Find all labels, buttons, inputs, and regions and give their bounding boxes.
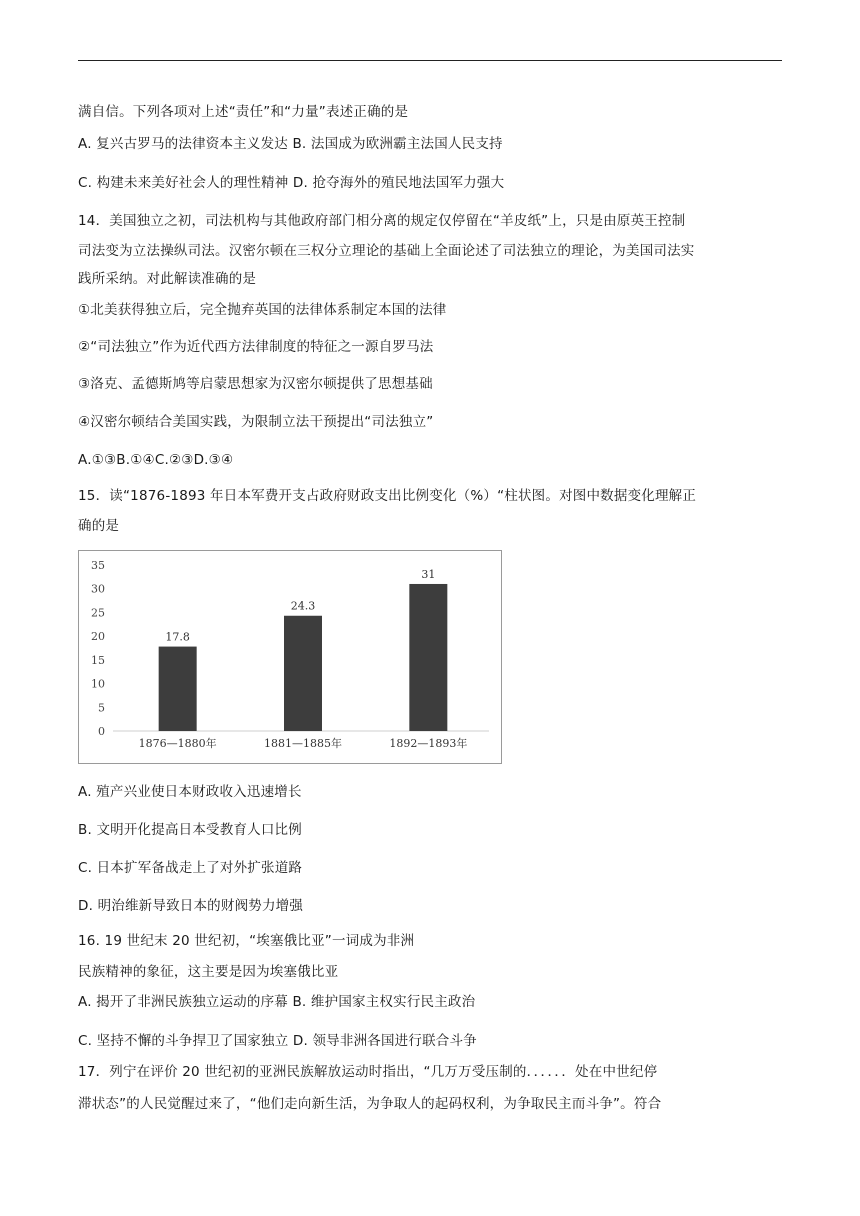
q15-stem-line2: 确的是 (78, 518, 120, 534)
header-rule (78, 60, 782, 61)
q14-statement-1: ①北美获得独立后，完全抛弃英国的法律体系制定本国的法律 (78, 302, 447, 318)
x-category-label: 1876—1880年 (138, 737, 217, 750)
q14-statement-4: ④汉密尔顿结合美国实践，为限制立法干预提出“司法独立” (78, 414, 434, 430)
q16-stem-line1: 16. 19 世纪末 20 世纪初，“埃塞俄比亚”一词成为非洲 (78, 933, 415, 949)
q14-stem-line1: 14．美国独立之初，司法机构与其他政府部门相分离的规定仅停留在“羊皮纸”上，只是由原英王控制 (78, 213, 686, 229)
q16-options-ab: A. 揭开了非洲民族独立运动的序幕 B. 维护国家主权实行民主政治 (78, 994, 476, 1010)
chart-svg (79, 551, 501, 763)
q13-stem-end: 满自信。下列各项对上述“责任”和“力量”表述正确的是 (78, 104, 409, 120)
q14-answer-options: A.①③B.①④C.②③D.③④ (78, 452, 234, 468)
q15-option-d: D. 明治维新导致日本的财阀势力增强 (78, 898, 304, 914)
x-category-label: 1892—1893年 (389, 737, 468, 750)
y-tick-label: 20 (91, 630, 105, 644)
bar-value-label: 17.8 (165, 630, 190, 644)
bar-value-label: 24.3 (290, 599, 316, 613)
q16-options-cd: C. 坚持不懈的斗争捍卫了国家独立 D. 领导非洲各国进行联合斗争 (78, 1033, 477, 1049)
q15-option-b: B. 文明开化提高日本受教育人口比例 (78, 822, 302, 838)
y-tick-label: 10 (91, 677, 105, 691)
bar-value-label: 31 (421, 567, 436, 581)
q15-option-c: C. 日本扩军备战走上了对外扩张道路 (78, 860, 303, 876)
q13-options-ab: A. 复兴古罗马的法律资本主义发达 B. 法国成为欧洲霸主法国人民支持 (78, 136, 503, 152)
y-tick-label: 15 (91, 653, 105, 667)
bar (284, 616, 322, 731)
x-category-label: 1881—1885年 (264, 737, 342, 750)
q16-stem-line2: 民族精神的象征，这主要是因为埃塞俄比亚 (78, 964, 339, 980)
bar (159, 647, 197, 731)
y-tick-label: 5 (98, 701, 105, 715)
y-tick-label: 25 (91, 606, 105, 620)
q14-statement-3: ③洛克、孟德斯鸠等启蒙思想家为汉密尔顿提供了思想基础 (78, 376, 433, 392)
q14-stem-line2: 司法变为立法操纵司法。汉密尔顿在三权分立理论的基础上全面论述了司法独立的理论，为美国司法实 (78, 243, 695, 259)
y-tick-label: 0 (98, 725, 105, 738)
q14-stem-line3: 践所采纳。对此解读准确的是 (78, 271, 257, 287)
military-spending-bar-chart (78, 550, 502, 764)
q14-statement-2: ②“司法独立”作为近代西方法律制度的特征之一源自罗马法 (78, 339, 434, 355)
y-tick-label: 30 (91, 582, 105, 596)
y-tick-label: 35 (91, 559, 105, 572)
q15-stem-line1: 15．读“1876-1893 年日本军费开支占政府财政支出比例变化（%）“柱状图。对图中数据变化理解正 (78, 488, 697, 504)
q13-options-cd: C. 构建未来美好社会人的理性精神 D. 抢夺海外的殖民地法国军力强大 (78, 175, 505, 191)
q15-option-a: A. 殖产兴业使日本财政收入迅速增长 (78, 784, 302, 800)
bar (409, 584, 447, 731)
q17-stem-line2: 滞状态”的人民觉醒过来了，“他们走向新生活，为争取人的起码权利，为争取民主而斗争”。符合 (78, 1096, 662, 1112)
q17-stem-line1: 17．列宁在评价 20 世纪初的亚洲民族解放运动时指出，“几万万受压制的．．．．．．处在中世纪停 (78, 1064, 658, 1080)
